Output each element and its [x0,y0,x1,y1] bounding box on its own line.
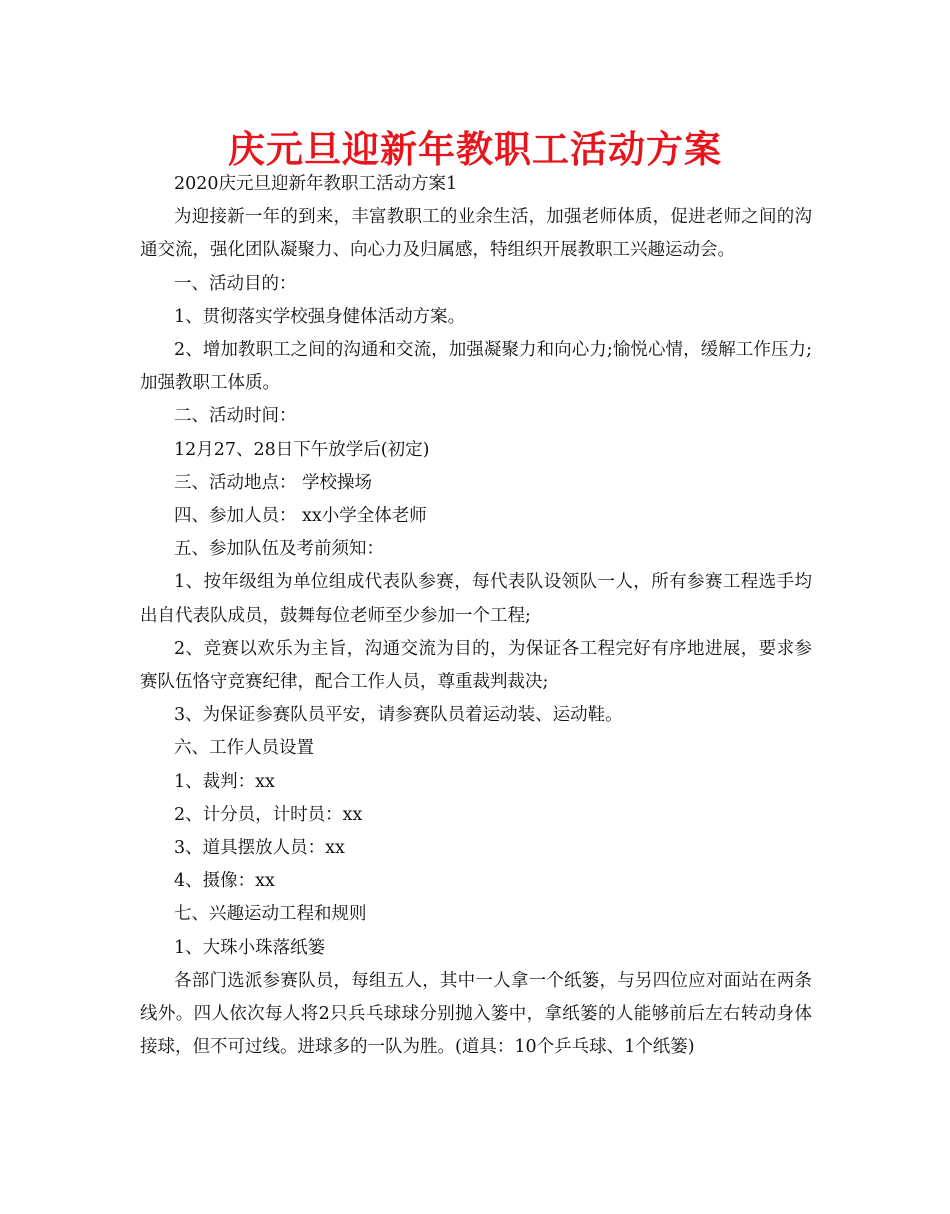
section-heading-location: 三、活动地点： 学校操场 [174,472,373,493]
document-body [140,168,812,1064]
purpose-item-2: 2、增加教职工之间的沟通和交流，加强凝聚力和向心力;愉悦心情，缓解工作压力;加强教职工体质。 [140,340,812,394]
staff-item-1: 1、裁判：xx [174,771,275,792]
section-heading-staff: 六、工作人员设置 [174,738,314,759]
event-title-1: 1、大珠小珠落纸篓 [174,937,326,958]
staff-item-4: 4、摄像：xx [174,871,275,892]
paragraph-intro: 为迎接新一年的到来，丰富教职工的业余生活，加强老师体质，促进老师之间的沟通交流，强化团队凝聚力、向心力及归属感，特组织开展教职工兴趣运动会。 [140,207,812,261]
section-heading-events: 七、兴趣运动工程和规则 [174,904,367,925]
section-heading-participants: 四、参加人员： xx小学全体老师 [174,506,427,527]
document-title: 庆元旦迎新年教职工活动方案 [228,128,722,171]
section-heading-teams: 五、参加队伍及考前须知： [174,539,384,560]
paragraph-subtitle: 2020庆元旦迎新年教职工活动方案1 [174,174,458,194]
time-detail: 12月27、28日下午放学后(初定) [174,439,430,460]
section-heading-purpose: 一、活动目的： [174,273,297,294]
teams-item-1: 1、按年级组为单位组成代表队参赛，每代表队设领队一人，所有参赛工程选手均出自代表队成员，鼓舞每位老师至少参加一个工程; [140,572,812,626]
teams-item-3: 3、为保证参赛队员平安，请参赛队员着运动装、运动鞋。 [174,705,623,726]
purpose-item-1: 1、贯彻落实学校强身健体活动方案。 [174,306,466,327]
staff-item-3: 3、道具摆放人员：xx [174,838,345,859]
staff-item-2: 2、计分员，计时员：xx [174,804,363,825]
event-rules-1: 各部门选派参赛队员，每组五人，其中一人拿一个纸篓，与另四位应对面站在两条线外。四人依次每人将2只兵乓球球分别抛入篓中，拿纸篓的人能够前后左右转动身体接球，但不可过线。进球多的一队为胜。(道具：10个乒乓球、1个纸篓) [140,970,812,1058]
teams-item-2: 2、竞赛以欢乐为主旨，沟通交流为目的，为保证各工程完好有序地进展，要求参赛队伍恪守竞赛纪律，配合工作人员，尊重裁判裁决; [140,638,812,693]
section-heading-time: 二、活动时间： [174,406,297,427]
